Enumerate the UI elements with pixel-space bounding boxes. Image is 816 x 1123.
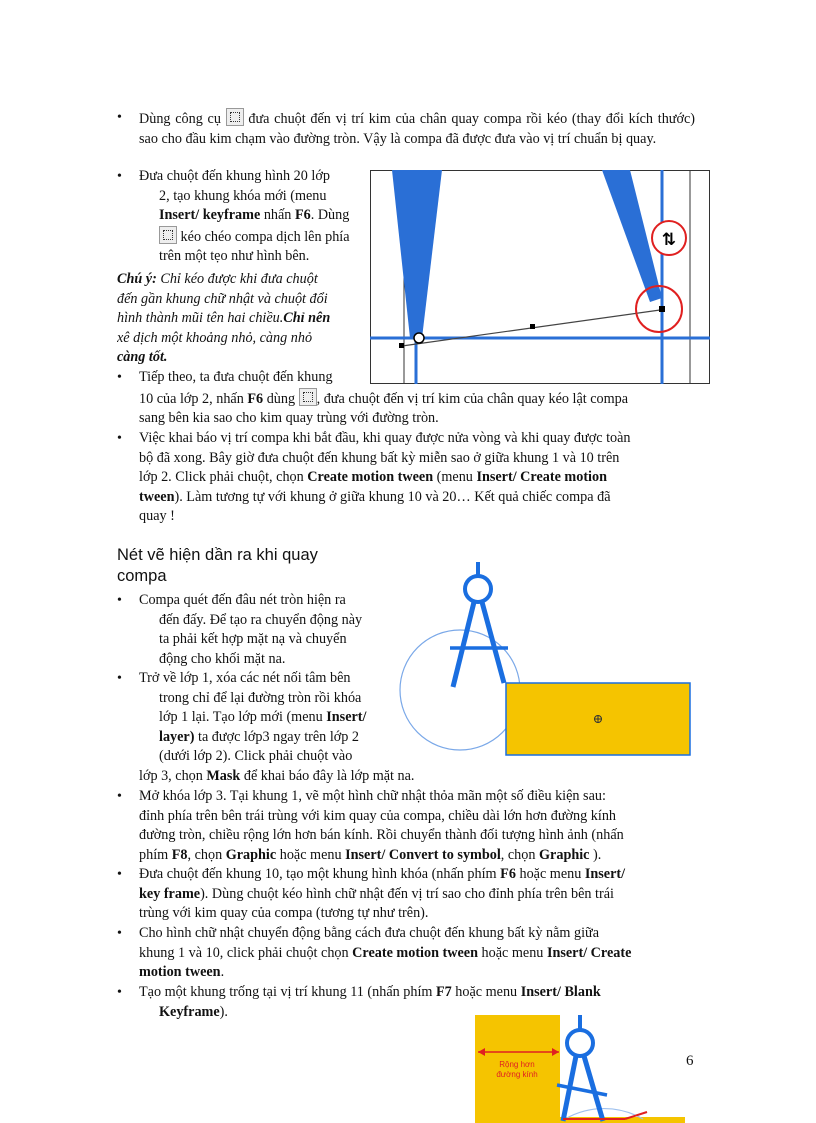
paragraph-1: Dùng công cụ đưa chuột đến vị trí kim của chân quay compa rồi kéo (thay đổi kích thước) sao cho đầu kim chạm vào đường tròn. Vậy là compa đã được đưa vào vị trí chuẩn bị quay. xyxy=(139,108,695,149)
figure-compass-mask xyxy=(395,562,695,767)
bullet-9: • xyxy=(117,926,122,941)
paragraph-6: Trở về lớp 1, xóa các nét nối tâm bên trong chỉ để lại đường tròn rồi khóa lớp 1 lại. Tạo lớp mới (menu Insert/ layer) ta được lớp3 ngay trên lớp 2 (dưới lớp 2). Click phải chuột vào xyxy=(139,670,367,764)
figure-label-2: đường kính xyxy=(496,1070,538,1079)
bullet-5: • xyxy=(117,593,122,608)
bullet-1: • xyxy=(117,110,122,125)
paragraph-5: Compa quét đến đâu nét tròn hiện ra đến đấy. Để tạo ra chuyển động này ta phải kết hợp mặt nạ và chuyển động cho khối mặt na. xyxy=(139,592,363,667)
paragraph-2: Đưa chuột đến khung hình 20 lớp 2, tạo khung khóa mới (menu Insert/ keyframe nhấn F6. Dùng kéo chéo compa dịch lên phía trên một tẹo như hình bên. xyxy=(139,168,350,264)
paragraph-4: Việc khai báo vị trí compa khi bắt đầu, khi quay được nửa vòng và khi quay được toàn bộ đã xong. Bây giờ đưa chuột đến khung bất kỳ miễn sao ở giữa khung 1 và 10 trên lớp 2. Click phải chuột, chọn Create motion tween (menu Insert/ Create motion tween). Làm tương tự với khung ở giữa khung 10 và 20… Kết quả chiếc compa đã quay ! xyxy=(139,430,631,524)
figure-compass-drag xyxy=(370,170,710,384)
page-number: 6 xyxy=(686,1053,694,1069)
paragraph-3: Tiếp theo, ta đưa chuột đến khung 10 của lớp 2, nhấn F6 dùng , đưa chuột đến vị trí kim của chân quay kéo lật compa sang bên kia sao cho kim quay trùng với đường tròn. xyxy=(139,369,629,426)
double-arrow-cursor-icon: ⇅ xyxy=(661,230,677,249)
paragraph-10: Tạo một khung trống tại vị trí khung 11 (nhấn phím F7 hoặc menu Insert/ Blank Keyframe). xyxy=(139,984,601,1020)
bullet-7: • xyxy=(117,789,122,804)
note-paragraph: Chú ý: Chỉ kéo được khi đưa chuột đến gần khung chữ nhật và chuột đổi hình thành mũi tên hai chiều.Chỉ nên xê dịch một khoảng nhỏ, càng nhỏ càng tốt. xyxy=(117,271,331,365)
section-heading: Nét vẽ hiện dần ra khi quay compa xyxy=(117,546,318,585)
bullet-4: • xyxy=(117,431,122,446)
bullet-10: • xyxy=(117,985,122,1000)
bullet-8: • xyxy=(117,867,122,882)
bullet-6: • xyxy=(117,671,122,686)
bullet-3: • xyxy=(117,370,122,385)
paragraph-8: Đưa chuột đến khung 10, tạo một khung hình khóa (nhấn phím F6 hoặc menu Insert/ key frame). Dùng chuột kéo hình chữ nhật đến vị trí sao cho đỉnh phía trên bên trái trùng với kim quay của compa (tương tự như trên). xyxy=(139,866,626,921)
paragraph-7: Mở khóa lớp 3. Tại khung 1, vẽ một hình chữ nhật thỏa mãn một số điều kiện sau: đỉnh phía trên bên trái trùng với kim quay của compa, chiều dài lớn hơn đường kính đường tròn, chiều rộng lớn hơn bán kính. Rồi chuyển thành đối tượng hình ảnh (nhấn phím F8, chọn Graphic hoặc menu Insert/ Convert to symbol, chọn Graphic ). xyxy=(139,788,624,863)
figure-mask-width xyxy=(475,1015,685,1123)
paragraph-6-tail: lớp 3, chọn Mask để khai báo đây là lớp mặt na. xyxy=(139,768,415,784)
transform-tool-icon xyxy=(159,226,177,244)
bullet-2: • xyxy=(117,169,122,184)
transform-tool-icon xyxy=(226,108,244,126)
figure-label-1: Rộng hơn xyxy=(499,1060,535,1069)
transform-tool-icon xyxy=(299,388,317,406)
paragraph-9: Cho hình chữ nhật chuyển động bằng cách đưa chuột đến khung bất kỳ nằm giữa khung 1 và 10, click phải chuột chọn Create motion tween hoặc menu Insert/ Create motion tween. xyxy=(139,925,632,980)
